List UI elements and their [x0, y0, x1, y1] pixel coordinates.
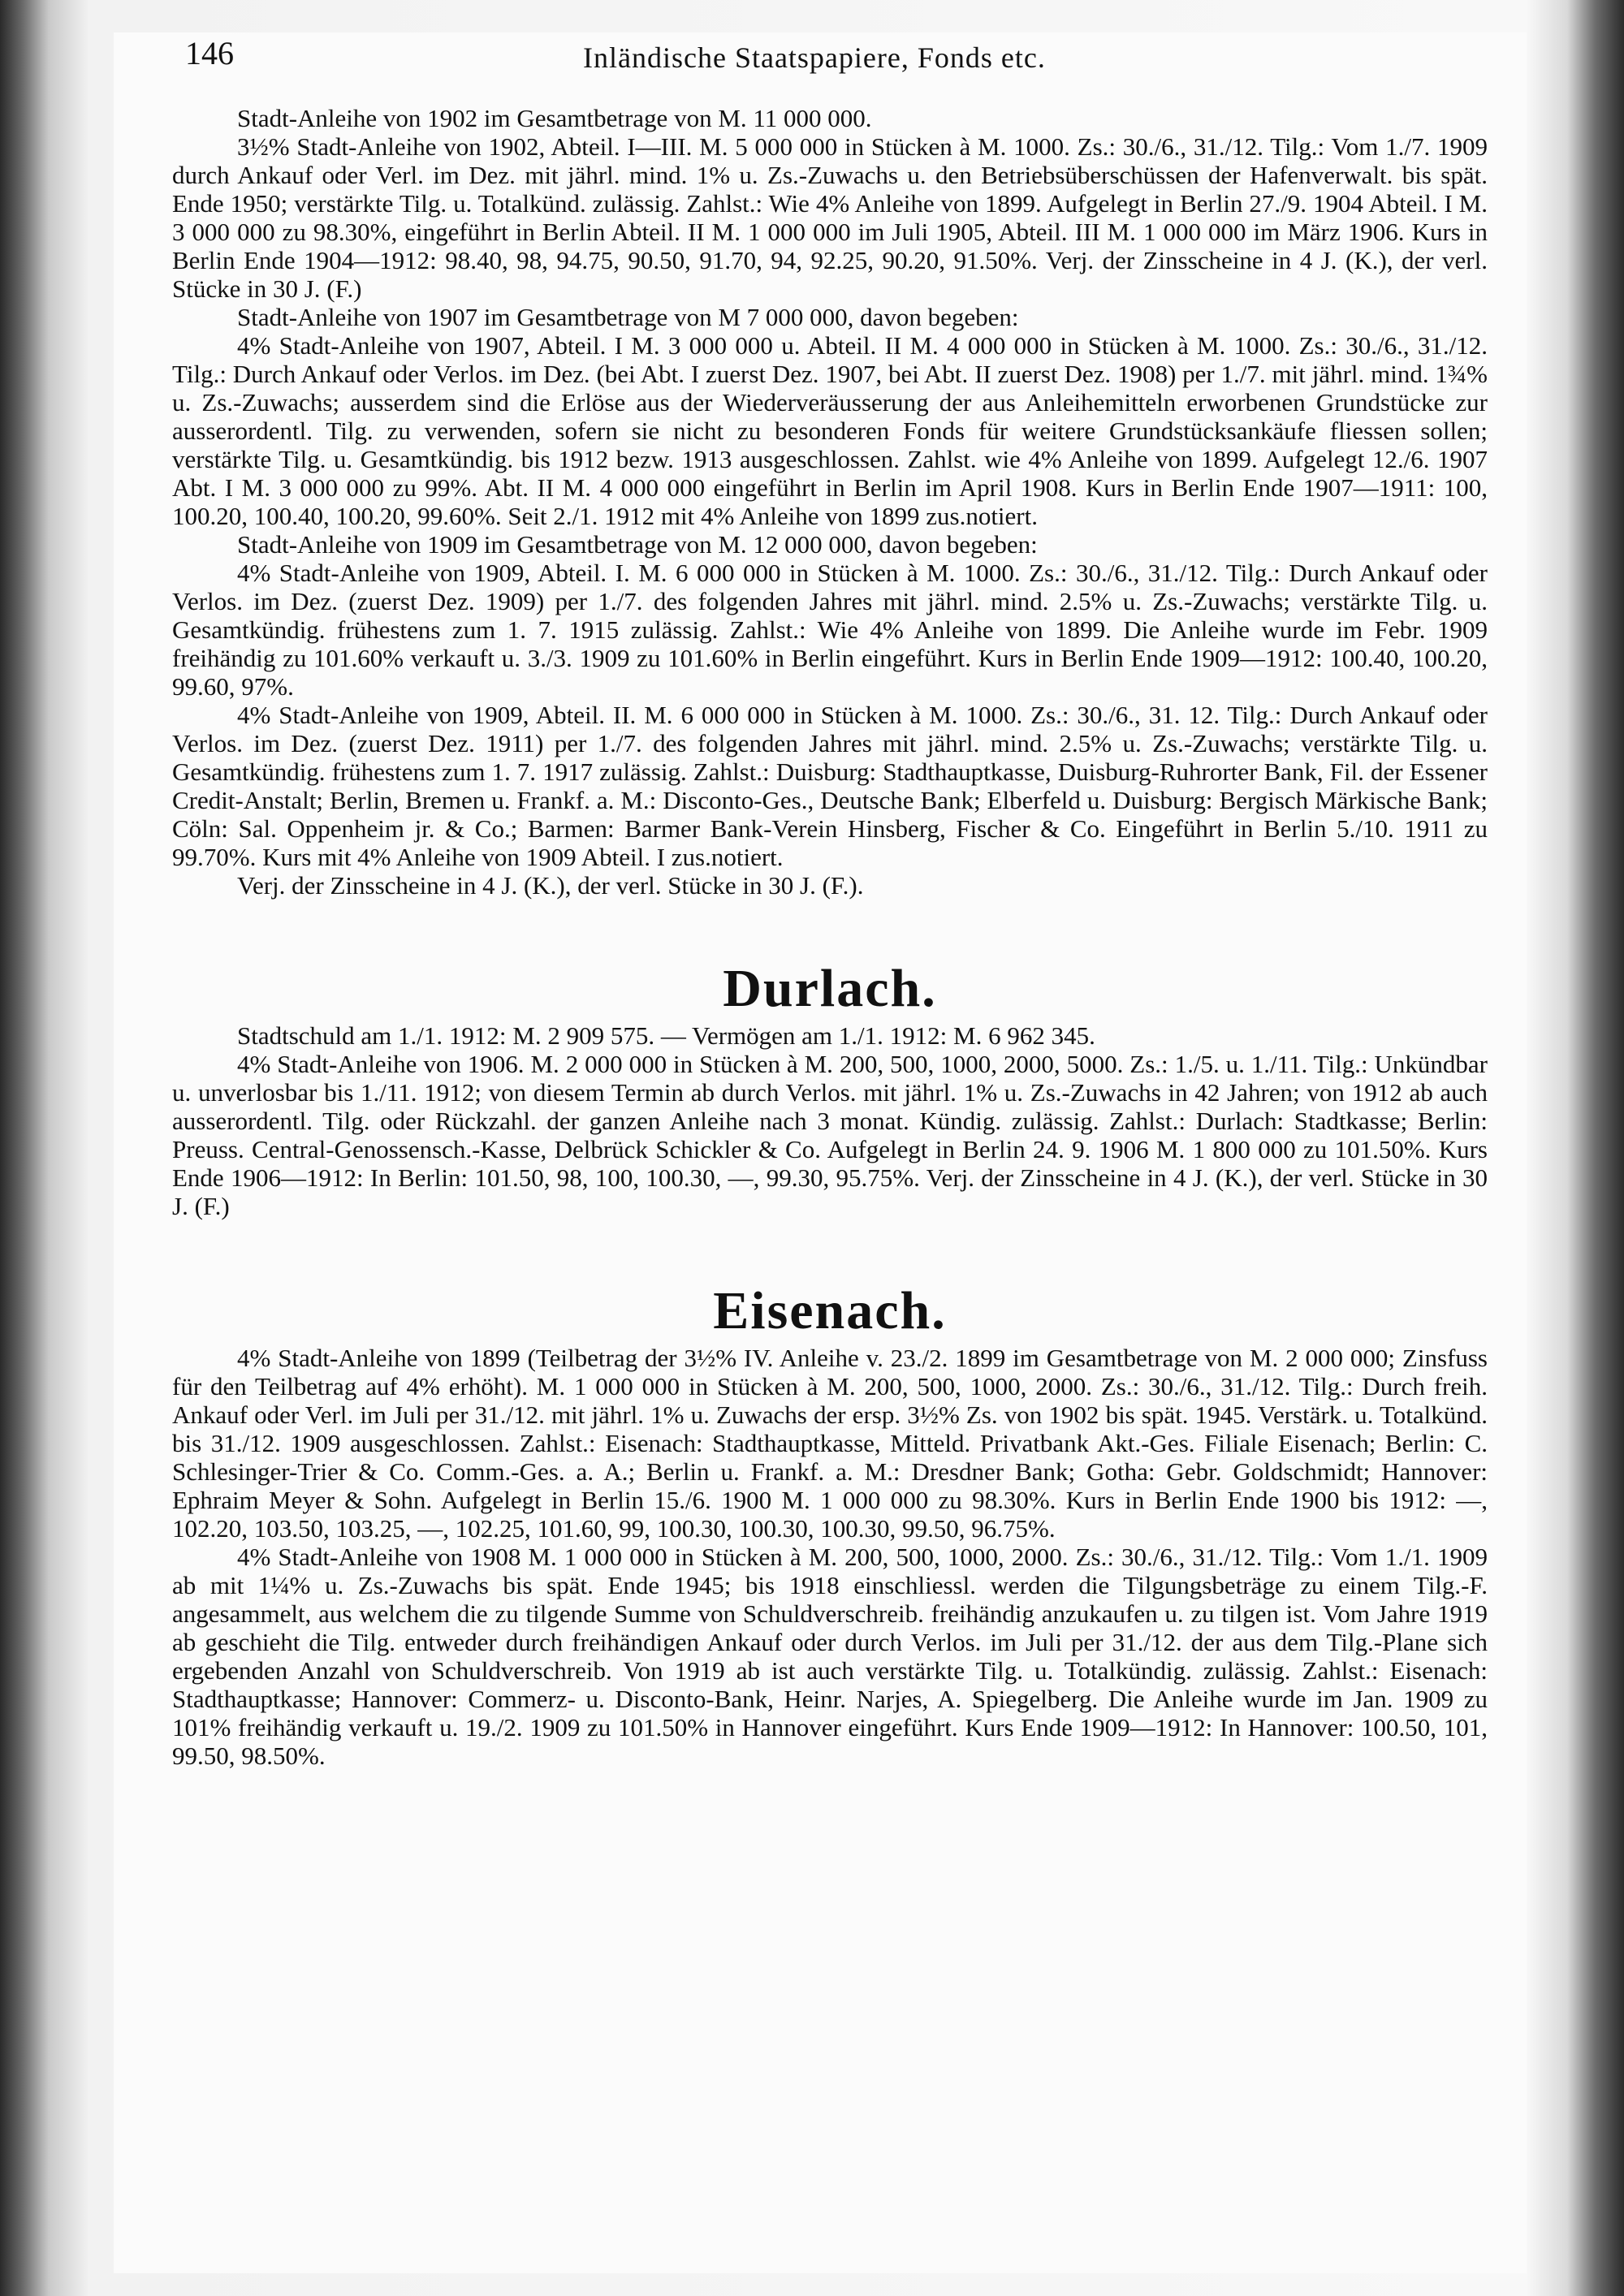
- paragraph: 4% Stadt-Anleihe von 1899 (Teilbetrag der 3½% IV. Anleihe v. 23./2. 1899 im Gesamtbetrage von M. 2 000 000; Zinsfuss für den Teilbetrag auf 4% erhöht). M. 1 000 000 in Stücken à M. 200, 500, 1000, 2000. Zs.: 30./6., 31./12. Tilg.: Durch freih. Ankauf oder Verl. im Juli per 31./12. mit jährl. 1% u. Zuwachs der ersp. 3½% Zs. von 1902 bis spät. 1945. Verstärk. u. Totalkünd. bis 31./12. 1909 ausgeschlossen. Zahlst.: Eisenach: Stadthauptkasse, Mitteld. Privatbank Akt.-Ges. Filiale Eisenach; Berlin: C. Schlesinger-Trier & Co. Comm.-Ges. a. A.; Berlin u. Frankf. a. M.: Dresdner Bank; Gotha: Gebr. Goldschmidt; Hannover: Ephraim Meyer & Sohn. Aufgelegt in Berlin 15./6. 1900 M. 1 000 000 zu 98.30%. Kurs in Berlin Ende 1900 bis 1912: —, 102.20, 103.50, 103.25, —, 102.25, 101.60, 99, 100.30, 100.30, 100.30, 99.50, 96.75%.: [172, 1344, 1488, 1543]
- paragraph: Stadt-Anleihe von 1902 im Gesamtbetrage von M. 11 000 000.: [237, 104, 872, 132]
- running-title: Inländische Staatspapiere, Fonds etc.: [583, 41, 1046, 74]
- paragraph: Stadt-Anleihe von 1909 im Gesamtbetrage von M. 12 000 000, davon begeben:: [237, 530, 1038, 559]
- city-heading-eisenach: Eisenach.: [713, 1281, 947, 1340]
- section-gap: [172, 1220, 1488, 1279]
- paragraph: 3½% Stadt-Anleihe von 1902, Abteil. I—III. M. 5 000 000 in Stücken à M. 1000. Zs.: 30./6., 31./12. Tilg.: Vom 1./7. 1909 durch Ankauf oder Verl. im Dez. mit jährl. mind. 1% u. Zs.-Zuwachs u. den Betriebsüberschüssen der Hafenverwalt. bis spät. Ende 1950; verstärkte Tilg. u. Totalkünd. zulässig. Zahlst.: Wie 4% Anleihe von 1899. Aufgelegt in Berlin 27./9. 1904 Abteil. I M. 3 000 000 zu 98.30%, eingeführt in Berlin Abteil. II M. 1 000 000 im Juli 1905, Abteil. III M. 1 000 000 im März 1906. Kurs in Berlin Ende 1904—1912: 98.40, 98, 94.75, 90.50, 91.70, 94, 92.25, 90.20, 91.50%. Verj. der Zinsscheine in 4 J. (K.), der verl. Stücke in 30 J. (F.): [172, 132, 1488, 303]
- paragraph: 4% Stadt-Anleihe von 1909, Abteil. I. M. 6 000 000 in Stücken à M. 1000. Zs.: 30./6., 31./12. Tilg.: Durch Ankauf oder Verlos. im Dez. (zuerst Dez. 1909) per 1./7. des folgenden Jahres mit jährl. mind. 2.5% u. Zs.-Zuwachs; verstärkte Tilg. u. Gesamtkündig. frühestens zum 1. 7. 1915 zulässig. Zahlst.: Wie 4% Anleihe von 1899. Die Anleihe wurde im Febr. 1909 freihändig zu 101.60% verkauft u. 3./3. 1909 zu 101.60% in Berlin eingeführt. Kurs in Berlin Ende 1909—1912: 100.40, 100.20, 99.60, 97%.: [172, 559, 1488, 701]
- paragraph: 4% Stadt-Anleihe von 1906. M. 2 000 000 in Stücken à M. 200, 500, 1000, 2000, 5000. Zs.: 1./5. u. 1./11. Tilg.: Unkündbar u. unverlosbar bis 1./11. 1912; von diesem Termin ab durch Verlos. mit jährl. 1% u. Zs.-Zuwachs in 42 Jahren; von 1912 ab auch ausserordentl. Tilg. oder Rückzahl. der ganzen Anleihe nach 3 monat. Kündig. zulässig. Zahlst.: Durlach: Stadtkasse; Berlin: Preuss. Central-Genossensch.-Kasse, Delbrück Schickler & Co. Aufgelegt in Berlin 24. 9. 1906 M. 1 800 000 zu 101.50%. Kurs Ende 1906—1912: In Berlin: 101.50, 98, 100, 100.30, —, 99.30, 95.75%. Verj. der Zinsscheine in 4 J. (K.), der verl. Stücke in 30 J. (F.): [172, 1050, 1488, 1220]
- section-gap: [172, 900, 1488, 956]
- page-content: [172, 104, 1488, 1770]
- paragraph: Verj. der Zinsscheine in 4 J. (K.), der verl. Stücke in 30 J. (F.).: [237, 871, 864, 900]
- paragraph: Stadt-Anleihe von 1907 im Gesamtbetrage von M 7 000 000, davon begeben:: [237, 303, 1019, 331]
- paragraph: 4% Stadt-Anleihe von 1908 M. 1 000 000 in Stücken à M. 200, 500, 1000, 2000. Zs.: 30./6., 31./12. Tilg.: Vom 1./1. 1909 ab mit 1¼% u. Zs.-Zuwachs bis spät. Ende 1945; bis 1918 einschliessl. werden die Tilgungsbeträge zu einem Tilg.-F. angesammelt, aus welchem die zu tilgende Summe von Schuldverschreib. freihändig anzukaufen u. zu tilgen ist. Vom Jahre 1919 ab geschieht die Tilg. entweder durch freihändigen Ankauf oder durch Verlos. im Juli per 31./12. der aus dem Tilg.-Plane sich ergebenden Anzahl von Schuldverschreib. Von 1919 ab ist auch verstärkte Tilg. u. Totalkündig. zulässig. Zahlst.: Eisenach: Stadthauptkasse; Hannover: Commerz- u. Disconto-Bank, Heinr. Narjes, A. Spiegelberg. Die Anleihe wurde im Jan. 1909 zu 101% freihändig verkauft u. 19./2. 1909 zu 101.50% in Hannover eingeführt. Kurs Ende 1909—1912: In Hannover: 100.50, 101, 99.50, 98.50%.: [172, 1543, 1488, 1770]
- paragraph: Stadtschuld am 1./1. 1912: M. 2 909 575. — Vermögen am 1./1. 1912: M. 6 962 345.: [237, 1021, 1095, 1050]
- page-number: 146: [185, 35, 234, 71]
- paragraph: 4% Stadt-Anleihe von 1909, Abteil. II. M. 6 000 000 in Stücken à M. 1000. Zs.: 30./6., 31. 12. Tilg.: Durch Ankauf oder Verlos. im Dez. (zuerst Dez. 1911) per 1./7. des folgenden Jahres mit jährl. mind. 2.5% u. Zs.-Zuwachs; verstärkte Tilg. u. Gesamtkündig. frühestens zum 1. 7. 1917 zulässig. Zahlst.: Duisburg: Stadthauptkasse, Duisburg-Ruhrorter Bank, Fil. der Essener Credit-Anstalt; Berlin, Bremen u. Frankf. a. M.: Disconto-Ges., Deutsche Bank; Elberfeld u. Duisburg: Bergisch Märkische Bank; Cöln: Sal. Oppenheim jr. & Co.; Barmen: Barmer Bank-Verein Hinsberg, Fischer & Co. Eingeführt in Berlin 5./10. 1911 zu 99.70%. Kurs mit 4% Anleihe von 1909 Abteil. I zus.notiert.: [172, 701, 1488, 871]
- paragraph: 4% Stadt-Anleihe von 1907, Abteil. I M. 3 000 000 u. Abteil. II M. 4 000 000 in Stücken à M. 1000. Zs.: 30./6., 31./12. Tilg.: Durch Ankauf oder Verlos. im Dez. (bei Abt. I zuerst Dez. 1907, bei Abt. II zuerst Dez. 1908) per 1./7. mit jährl. mind. 1¾% u. Zs.-Zuwachs; ausserdem sind die Erlöse aus der Wiederveräusserung der aus Anleihemitteln erworbenen Grundstücke zur ausserordentl. Tilg. zu verwenden, sofern sie nicht zu besonderen Fonds für weitere Grundstücksankäufe fliessen sollen; verstärkte Tilg. u. Gesamtkündig. bis 1912 bezw. 1913 ausgeschlossen. Zahlst. wie 4% Anleihe von 1899. Aufgelegt 12./6. 1907 Abt. I M. 3 000 000 zu 99%. Abt. II M. 4 000 000 eingeführt in Berlin im April 1908. Kurs in Berlin Ende 1907—1911: 100, 100.20, 100.40, 100.20, 99.60%. Seit 2./1. 1912 mit 4% Anleihe von 1899 zus.notiert.: [172, 331, 1488, 530]
- page-header: [185, 34, 1484, 83]
- city-heading-durlach: Durlach.: [723, 959, 937, 1018]
